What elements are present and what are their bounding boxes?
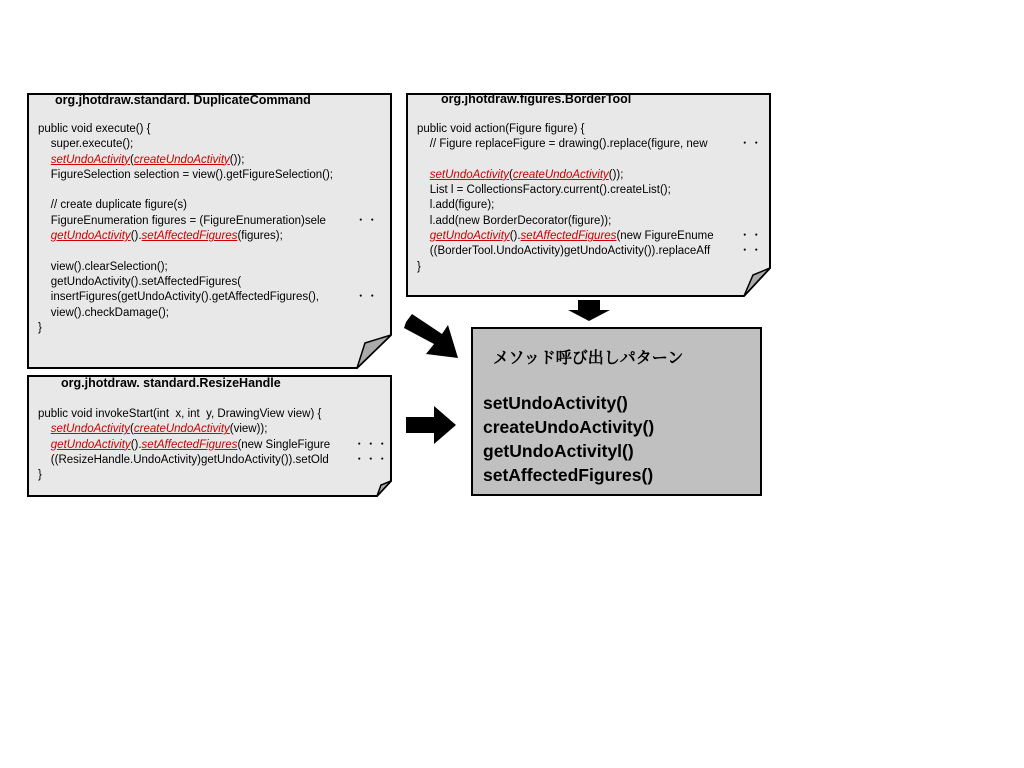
code-line: [38, 306, 378, 321]
code-text: l.add(figure);: [417, 199, 495, 212]
code-line: [38, 321, 378, 336]
highlighted-method-call: setAffectedFigures: [520, 230, 617, 243]
continuation-dots: ・・・: [353, 453, 388, 466]
code-line: [38, 260, 378, 275]
code-text: (: [130, 153, 134, 166]
code-line: [417, 183, 762, 198]
code-line: [38, 453, 388, 468]
code-block: [38, 122, 378, 336]
code-line: [38, 214, 378, 229]
method-list: [483, 391, 654, 487]
highlighted-method-call: createUndoActivity: [133, 153, 230, 166]
code-text: }: [417, 260, 421, 273]
highlighted-method-call: createUndoActivity: [512, 168, 609, 181]
code-text: ().: [509, 230, 521, 243]
code-text: super.execute();: [38, 138, 134, 151]
code-line: [38, 290, 378, 305]
continuation-dots: ・・・: [353, 438, 388, 451]
code-text: FigureEnumeration figures = (FigureEnumeration)sele: [38, 214, 326, 227]
code-line: [417, 168, 762, 183]
highlighted-method-call: setAffectedFigures: [141, 438, 238, 451]
note-title: org.jhotdraw.standard. DuplicateCommand: [55, 93, 311, 107]
method-item: setAffectedFigures(): [483, 465, 654, 485]
code-text: ().: [130, 230, 142, 243]
method-item: createUndoActivity(): [483, 417, 655, 437]
code-note-resize-handle: [27, 375, 392, 497]
code-text: // Figure replaceFigure = drawing().replace(figure, new: [417, 138, 711, 151]
code-text: // create duplicate figure(s): [38, 199, 187, 212]
highlighted-method-call: createUndoActivity: [133, 423, 230, 436]
arrow-down-icon: [567, 300, 611, 322]
code-text: ());: [608, 168, 624, 181]
code-line: [38, 275, 378, 290]
code-text: [38, 439, 51, 451]
continuation-dots: ・・: [355, 291, 378, 304]
code-text: (: [509, 168, 513, 181]
continuation-dots: ・・: [739, 245, 762, 258]
code-line: [38, 468, 388, 483]
highlighted-method-call: getUndoActivity: [50, 438, 131, 451]
continuation-dots: ・・: [739, 138, 762, 151]
code-line: [38, 183, 378, 198]
code-line: [417, 153, 762, 168]
code-line: [417, 244, 762, 259]
code-line: [417, 198, 762, 213]
code-text: (figures);: [237, 230, 283, 243]
code-line: [38, 153, 378, 168]
code-line: [417, 137, 762, 152]
code-text: (new SingleFigure: [237, 438, 331, 451]
highlighted-method-call: setUndoActivity: [50, 153, 131, 166]
method-item: setUndoActivity(): [483, 393, 628, 413]
continuation-dots: ・・: [355, 214, 378, 227]
code-note-duplicate-command: [27, 93, 392, 369]
code-line: [38, 438, 388, 453]
arrow-diagonal-icon: [402, 314, 464, 360]
method-pattern-summary: [471, 327, 762, 496]
code-text: [38, 154, 51, 166]
note-title: org.jhotdraw. standard.ResizeHandle: [61, 376, 281, 390]
code-text: (: [130, 423, 134, 436]
highlighted-method-call: getUndoActivity: [429, 230, 510, 243]
continuation-dots: ・・: [739, 230, 762, 243]
code-text: }: [38, 321, 42, 334]
code-line: [38, 137, 378, 152]
code-text: getUndoActivity().setAffectedFigures(: [38, 275, 242, 288]
code-text: }: [38, 469, 42, 482]
method-item: getUndoActivityl(): [483, 441, 634, 461]
code-line: [38, 407, 388, 422]
code-text: public void invokeStart(int x, int y, DrawingView view) {: [38, 408, 322, 420]
code-text: [38, 230, 51, 242]
code-text: [38, 423, 51, 435]
note-title: org.jhotdraw.figures.BorderTool: [441, 92, 632, 106]
highlighted-method-call: getUndoActivity: [50, 230, 131, 243]
code-line: [38, 168, 378, 183]
highlighted-method-call: setUndoActivity: [50, 423, 131, 436]
code-text: FigureSelection selection = view().getFigureSelection();: [38, 168, 333, 181]
code-text: (new FigureEnume: [616, 230, 714, 243]
code-text: ((BorderTool.UndoActivity)getUndoActivity()).replaceAff: [417, 245, 711, 258]
arrow-right-icon: [405, 405, 457, 445]
code-line: [38, 122, 378, 137]
code-block: [38, 407, 388, 483]
code-text: (view));: [229, 423, 268, 436]
code-line: [38, 229, 378, 244]
code-note-border-tool: [406, 93, 771, 297]
highlighted-method-call: setAffectedFigures: [141, 230, 238, 243]
code-text: List l = CollectionsFactory.current().createList();: [417, 184, 671, 197]
code-block: [417, 122, 762, 275]
code-text: ().: [130, 438, 142, 451]
code-text: ((ResizeHandle.UndoActivity)getUndoActivity()).setOld: [38, 453, 329, 466]
code-line: [417, 214, 762, 229]
code-text: [417, 169, 430, 181]
highlighted-method-call: setUndoActivity: [429, 168, 510, 181]
code-text: public void execute() {: [38, 123, 151, 135]
code-line: [38, 422, 388, 437]
code-line: [417, 260, 762, 275]
code-text: insertFigures(getUndoActivity().getAffectedFigures(),: [38, 291, 323, 304]
code-text: [417, 230, 430, 242]
code-text: l.add(new BorderDecorator(figure));: [417, 214, 612, 227]
code-text: view().clearSelection();: [38, 260, 168, 273]
code-text: view().checkDamage();: [38, 306, 170, 319]
code-line: [38, 198, 378, 213]
code-line: [417, 122, 762, 137]
summary-heading: メソッド呼び出しパターン: [493, 350, 684, 367]
code-text: ());: [229, 153, 245, 166]
code-line: [38, 244, 378, 259]
code-line: [417, 229, 762, 244]
code-text: public void action(Figure figure) {: [417, 123, 585, 135]
